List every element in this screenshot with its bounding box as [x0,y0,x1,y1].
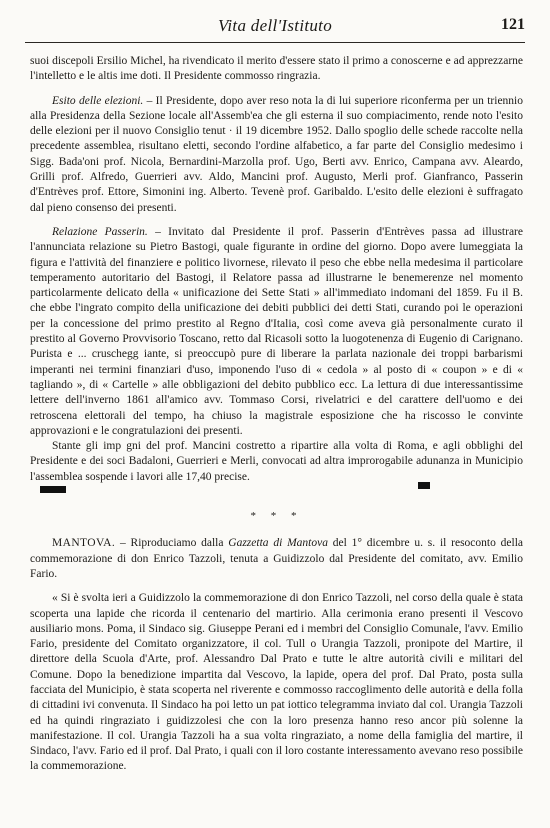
paragraph-adjournment: Stante gli imp gni del prof. Mancini costretto a ripartire alla volta di Roma, e agli obblighi del Presidente e dei soci Badaloni, Guerrieri e Merli, convocati ad altra improrogabile adunanza in Municipio l'assemblea sospende i lavori alle 17,40 precise. [30,440,523,483]
ink-blot [40,486,66,493]
ink-blot [418,482,430,489]
body-text [30,54,523,775]
paragraph-elections [30,94,523,216]
paragraph-mantova [30,536,523,582]
paragraph-quotation: « Si è svolta ieri a Guidizzolo la commemorazione di don Enrico Tazzoli, nel corso della quale è stata scoperta una lapide che ricorda il centenario del martirio. Alla cerimonia erano presenti il Vescovo ausiliario mons. Poma, il Sindaco sig. Giuseppe Perani ed i membri del Consiglio Comunale, l'avv. Emilio Fario, presidente del Comitato organizzatore, il col. Tull o Urangia Tazzoli, pronipote del Martire, il direttore della Scuola d'Arte, prof. Alessandro Dal Prato e tutte le altre autorità civili e militari del Comune. Dopo la benedizione impartita dal Vescovo, la lapide, opera del prof. Dal Prato, posta sulla facciata del Municipio, è stata scoperta nel riverente e commosso raccoglimento delle autorità e della folla di cittadini ivi convenuta. Il Sindaco ha poi letto un pat iottico telegramma inviato dal col. Urangia Tazzoli ed ha quindi ringraziato i guidizzolesi che con la loro presenza hanno reso ancor più solenne la manifestazione. Il col. Urangia Tazzoli ha a sua volta ringraziato, a nome della famiglia del martire, il Sindaco, l'avv. Fario ed il prof. Dal Prato, i quali con il loro costante interessamento avevano reso possibile la commemorazione. [30,592,523,773]
header-rule [25,42,525,43]
paragraph-continuation: suoi discepoli Ersilio Michel, ha rivendicato il merito d'essere stato il primo a conoscerne e ad apprezzarne l'intelletto e le altis ime doti. Il Presidente commosso ringrazia. [30,55,523,83]
paragraph-passerin [30,225,523,439]
page-number: 121 [501,16,525,33]
section-heading-elections: Esito delle elezioni. [52,94,144,107]
running-title: Vita dell'Istituto [217,16,332,35]
page-header [25,16,525,40]
ink-blots [30,485,523,495]
paragraph-passerin-text: – Invitato dal Presidente il prof. Passerin d'Entrèves passa ad illustrare l'annunciata relazione su Pietro Bastogi, quale figurante in ordine del giorno. Dopo avere lumeggiata la figura e l'attività del finanziere e politico livornese, rilevato il peso che ebbe nella medesima il particolare temperamento autoritario del Bastogi, il Relatore passa ad illustrarne le benemerenze nel momento particolarmente delicato della « unificazione dei Sette Stati » all'immediato indomani del 1859. Fu il B. che ebbe l'ingrato compito della unificazione dei debiti pubblici dei detti Stati, curando poi le operazioni per la concessione del primo prestito al Regno d'Italia, così come aveva già personalmente curato il prestito al Governo Provvisorio Toscano, retto dal Ricasoli sotto la luogotenenza di Eugenio di Carignano. Purista e ... cruschegg iante, si preoccupò pure di liberare la parlata nazionale dei troppi barbarismi imperanti nei termini finanziari d'uso, imponendo l'uso di « cedola » al posto di « coupon » e di « tagliando », di « Cartelle » alle obbligazioni del debito pubblico ecc. La lettura di due interessantissime lettere dell'inverno 1861 all'amico avv. Tommaso Corsi, rivelatrici e del carattere dell'uomo e dei retroscena elettorali del tempo, ha chiuso la magistrale esposizione che ha riscosso le convinte approvazioni e le congratulazioni dei presenti. [30,225,523,437]
paragraph-elections-text: – Il Presidente, dopo aver reso nota la di lui superiore riconferma per un triennio alla Presidenza della Sezione locale all'Assemb'ea che gli esterna il suo compiacimento, rende noto l'esito delle elezioni per il nuovo Consiglio tenut · il 19 dicembre 1952. Dallo spoglio delle schede raccolte nella precedente assemblea, risultano eletti, secondo l'ordine alfabetico, a far parte del Consiglio medesimo i Sigg. Bada'oni prof. Nicola, Bernardini-Marzolla prof. Ugo, Berti avv. Enrico, Campana avv. Aleardo, Grilli prof. Alfredo, Guerrieri avv. Aldo, Mancini prof. Augusto, Merli prof. Gianfranco, Passerin d'Entrèves prof. Ettore, Simonini ing. Alberto. Tevenè prof. Garibaldo. L'esito delle elezioni è suffragato dal pieno consenso dei presenti. [30,94,523,214]
paragraph-mantova-rest: del 1° dicembre u. s. il resoconto della commemorazione di don Enrico Tazzoli, tenuta a Guidizzolo dal Presidente del comitato, avv. Emilio Fario. [30,537,523,580]
newspaper-title: Gazzetta di Mantova [228,537,328,550]
place-heading-mantova: MANTOVA. [52,537,116,550]
paragraph-mantova-intro: – Riproduciamo dalla [115,537,229,550]
section-separator: * * * [250,510,303,523]
section-heading-passerin: Relazione Passerin. [52,225,148,238]
